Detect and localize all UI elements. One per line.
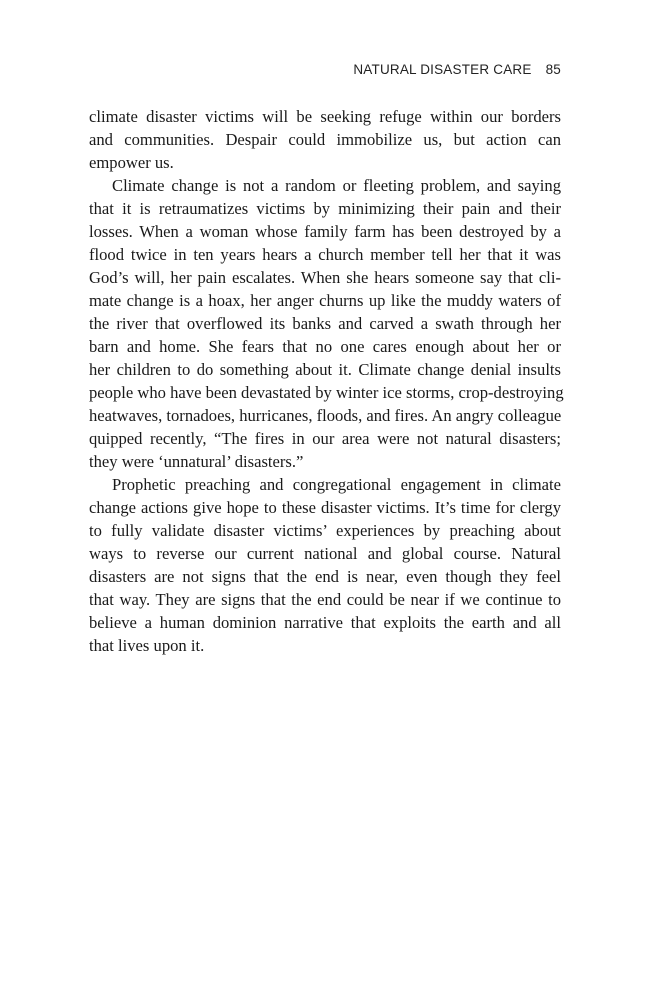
- body-text: [89, 105, 564, 657]
- running-head-title: NATURAL DISASTER CARE: [353, 61, 532, 77]
- text-line: Prophetic preaching and congregational engagement in climate: [112, 475, 561, 494]
- text-line: barn and home. She fears that no one cares enough about her or: [89, 337, 561, 356]
- text-line: the river that overflowed its banks and carved a swath through her: [89, 314, 561, 333]
- text-line: people who have been devastated by winter ice storms, crop-destroying: [89, 383, 564, 402]
- text-line: ways to reverse our current national and global course. Natural: [89, 544, 561, 563]
- text-line: empower us.: [89, 153, 174, 172]
- text-line: they were ‘unnatural’ disasters.”: [89, 452, 304, 471]
- paragraph: [89, 473, 561, 657]
- paragraph: [89, 105, 561, 174]
- text-line: quipped recently, “The fires in our area were not natural disasters;: [89, 429, 561, 448]
- text-line: and communities. Despair could immobilize us, but action can: [89, 130, 561, 149]
- text-line: Climate change is not a random or fleeting problem, and saying: [112, 176, 561, 195]
- text-line: climate disaster victims will be seeking refuge within our borders: [89, 107, 561, 126]
- text-line: heatwaves, tornadoes, hurricanes, floods, and fires. An angry colleague: [89, 406, 562, 425]
- text-line: God’s will, her pain escalates. When she hears someone say that cli-: [89, 268, 561, 287]
- text-line: change actions give hope to these disaster victims. It’s time for clergy: [89, 498, 561, 517]
- text-line: that it is retraumatizes victims by minimizing their pain and their: [89, 199, 561, 218]
- text-line: believe a human dominion narrative that exploits the earth and all: [89, 613, 561, 632]
- text-line: flood twice in ten years hears a church member tell her that it was: [89, 245, 561, 264]
- page-number: 85: [545, 61, 561, 77]
- running-head: [353, 58, 561, 80]
- text-line: losses. When a woman whose family farm has been destroyed by a: [89, 222, 561, 241]
- text-line: that way. They are signs that the end could be near if we continue to: [89, 590, 561, 609]
- text-line: disasters are not signs that the end is near, even though they feel: [89, 567, 561, 586]
- text-line: to fully validate disaster victims’ experiences by preaching about: [89, 521, 561, 540]
- text-line: mate change is a hoax, her anger churns up like the muddy waters of: [89, 291, 561, 310]
- paragraph: [89, 174, 564, 473]
- text-line: her children to do something about it. Climate change denial insults: [89, 360, 561, 379]
- text-line: that lives upon it.: [89, 636, 205, 655]
